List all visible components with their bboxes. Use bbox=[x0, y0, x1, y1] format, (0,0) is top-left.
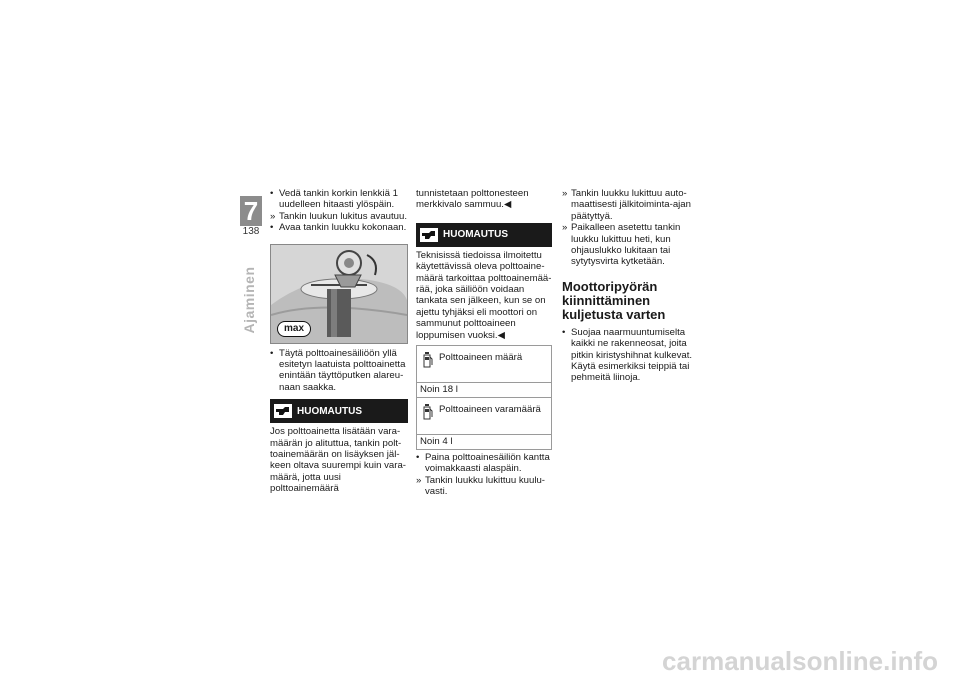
spec-label: Polttoaineen varamäärä bbox=[439, 404, 541, 416]
section-heading: Moottoripyörän kiinnittäminen kuljetusta varten bbox=[562, 278, 666, 322]
list-item: » Tankin luukku lukittuu automaattisesti jälkitoiminta-ajan päätyttyä. bbox=[562, 188, 698, 222]
list-item-text: Tankin luukun lukitus avautuu. bbox=[279, 210, 407, 222]
chapter-title: Ajaminen bbox=[241, 266, 257, 334]
page-number: 138 bbox=[242, 226, 260, 237]
list-item: • Täytä polttoainesäiliöön yllä esitetyn laatuista polttoainetta enintään täyttöputken alareunaan saakka. bbox=[270, 348, 408, 394]
column-2 bbox=[416, 188, 552, 498]
max-label: max bbox=[277, 321, 311, 337]
notice-text: Jos polttoainetta lisätään varamäärän jo alituttua, tankin polttoainemäärän on lisäyksen jälkeen oltava suurempi kuin varamäärä, jotta uusi polttoainemäärä bbox=[270, 426, 406, 495]
pointing-hand-icon bbox=[420, 228, 438, 242]
list-item: • Paina polttoainesäiliön kantta voimakkaasti alaspäin. bbox=[416, 452, 552, 475]
notice-title: HUOMAUTUS bbox=[297, 405, 362, 417]
list-item-text: Tankin luukku lukittuu kuuluvasti. bbox=[425, 474, 545, 498]
notice-header bbox=[270, 399, 408, 423]
list-item-text: Tankin luukku lukittuu automaattisesti jälkitoiminta-ajan päätyttyä. bbox=[571, 188, 691, 222]
fuel-filler-photo bbox=[270, 244, 408, 344]
list-item: » Paikalleen asetettu tankin luukku lukittuu heti, kun ohjauslukko lukitaan tai sytytysvirta kytketään. bbox=[562, 222, 698, 268]
notice-text: Teknisissä tiedoissa ilmoitettu käytettävissä oleva polttoainemäärä tarkoittaa polttoainemäärää, joka säiliöön voidaan tankata sen jälkeen, kun se on ajettu tyhjäksi eli moottori on sammunut polttoaineen loppumisen vuoksi.◀ bbox=[416, 249, 552, 341]
list-item-text: Vedä tankin korkin lenkkiä 1 uudelleen hitaasti ylöspäin. bbox=[279, 188, 398, 211]
list-item-text: Suojaa naarmuuntumiselta kaikki ne rakenneosat, joita pitkin kiristyshihnat kulkevat. Käytä esimerkiksi teippiä tai pehmeitä liinoja. bbox=[571, 326, 693, 384]
list-item-text: Täytä polttoainesäiliöön yllä esitetyn laatuista polttoainetta enintään täyttöputken alareunaan saakka. bbox=[279, 347, 406, 393]
list-item: • Suojaa naarmuuntumiselta kaikki ne rakenneosat, joita pitkin kiristyshihnat kulkevat. Käytä esimerkiksi teippiä tai pehmeitä liinoja. bbox=[562, 327, 698, 384]
watermark: carmanualsonline.info bbox=[662, 646, 938, 676]
list-item-text: Paikalleen asetettu tankin luukku lukittuu heti, kun ohjauslukko lukitaan tai sytytysvirta kytketään. bbox=[571, 222, 681, 268]
chapter-number: 7 bbox=[240, 196, 262, 226]
list-item: • Avaa tankin luukku kokonaan. bbox=[270, 222, 407, 234]
list-item-text: Avaa tankin luukku kokonaan. bbox=[279, 222, 407, 234]
spec-fuel-capacity bbox=[416, 345, 552, 398]
continuation-text: tunnistetaan polttonesteen merkkivalo sammuu.◀ bbox=[416, 188, 529, 211]
column-3 bbox=[562, 188, 698, 384]
spec-label: Polttoaineen määrä bbox=[439, 352, 523, 364]
spec-fuel-reserve bbox=[416, 398, 552, 450]
list-item: • Vedä tankin korkin lenkkiä 1 uudelleen hitaasti ylöspäin. bbox=[270, 188, 408, 211]
spec-value: Noin 4 l bbox=[420, 436, 453, 448]
list-item-text: Paina polttoainesäiliön kantta voimakkaasti alaspäin. bbox=[425, 452, 550, 475]
list-item: » Tankin luukku lukittuu kuuluvasti. bbox=[416, 475, 552, 498]
fuel-pump-icon bbox=[417, 346, 439, 382]
notice-header bbox=[416, 223, 552, 247]
pointing-hand-icon bbox=[274, 404, 292, 418]
spec-value: Noin 18 l bbox=[420, 384, 458, 396]
list-item: » Tankin luukun lukitus avautuu. bbox=[270, 210, 407, 222]
fuel-pump-icon bbox=[417, 398, 439, 434]
column-1 bbox=[270, 188, 408, 495]
notice-title: HUOMAUTUS bbox=[443, 229, 508, 241]
